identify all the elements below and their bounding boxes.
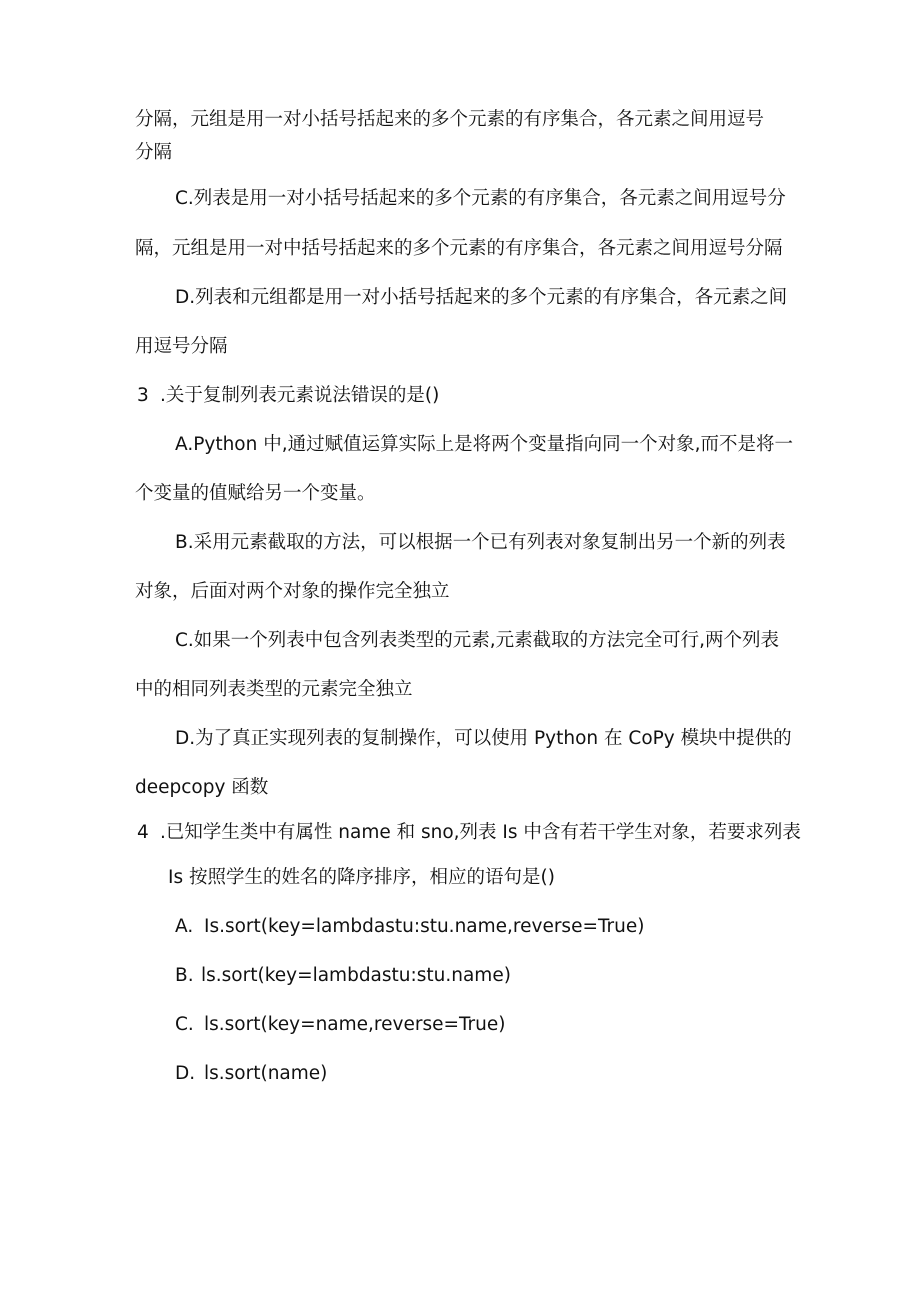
q3-stem: .关于复制列表元素说法错误的是() <box>160 385 440 406</box>
q4-option-b-letter: B. <box>175 965 194 986</box>
q2-option-d-line2: 用逗号分隔 <box>135 336 228 357</box>
q3-option-c-line2: 中的相同列表类型的元素完全独立 <box>135 679 413 700</box>
q4-option-a-letter: A. <box>175 916 194 937</box>
q3-option-b-line1: B.采用元素截取的方法，可以根据一个已有列表对象复制出另一个新的列表 <box>175 532 786 553</box>
q2-option-c-line2: 隔，元组是用一对中括号括起来的多个元素的有序集合，各元素之间用逗号分隔 <box>135 238 783 259</box>
q4-stem-line1: .已知学生类中有属性 name 和 sno,列表 Is 中含有若干学生对象，若要求列表 <box>160 822 801 843</box>
q2-option-d-line1: D.列表和元组都是用一对小括号括起来的多个元素的有序集合，各元素之间 <box>175 287 788 308</box>
q2-option-c-line1: C.列表是用一对小括号括起来的多个元素的有序集合，各元素之间用逗号分 <box>175 188 786 209</box>
q4-option-d-letter: D. <box>175 1063 196 1084</box>
q2-option-b-line2: 分隔 <box>135 142 173 163</box>
q4-option-b-text: ls.sort(key=lambdastu:stu.name) <box>201 965 511 986</box>
q3-number: 3 <box>137 385 149 406</box>
q3-option-a-line2: 个变量的值赋给另一个变量。 <box>135 483 376 504</box>
q4-number: 4 <box>137 822 149 843</box>
q3-option-b-line2: 对象，后面对两个对象的操作完全独立 <box>135 581 450 602</box>
q4-stem-line2: Is 按照学生的姓名的降序排序，相应的语句是() <box>168 867 555 888</box>
q3-option-a-line1: A.Python 中,通过赋值运算实际上是将两个变量指向同一个对象,而不是将一 <box>175 434 793 455</box>
q4-option-a-text: Is.sort(key=lambdastu:stu.name,reverse=True) <box>204 916 645 937</box>
q3-option-d-line2: deepcopy 函数 <box>135 777 269 798</box>
q4-option-c-letter: C. <box>175 1014 194 1035</box>
q2-option-b-line1: 分隔，元组是用一对小括号括起来的多个元素的有序集合，各元素之间用逗号 <box>135 109 765 130</box>
q4-option-c-text: ls.sort(key=name,reverse=True) <box>204 1014 506 1035</box>
q4-option-d-text: ls.sort(name) <box>204 1063 328 1084</box>
q3-option-c-line1: C.如果一个列表中包含列表类型的元素,元素截取的方法完全可行,两个列表 <box>175 630 780 651</box>
q3-option-d-line1: D.为了真正实现列表的复制操作，可以使用 Python 在 CoPy 模块中提供的 <box>175 728 792 749</box>
